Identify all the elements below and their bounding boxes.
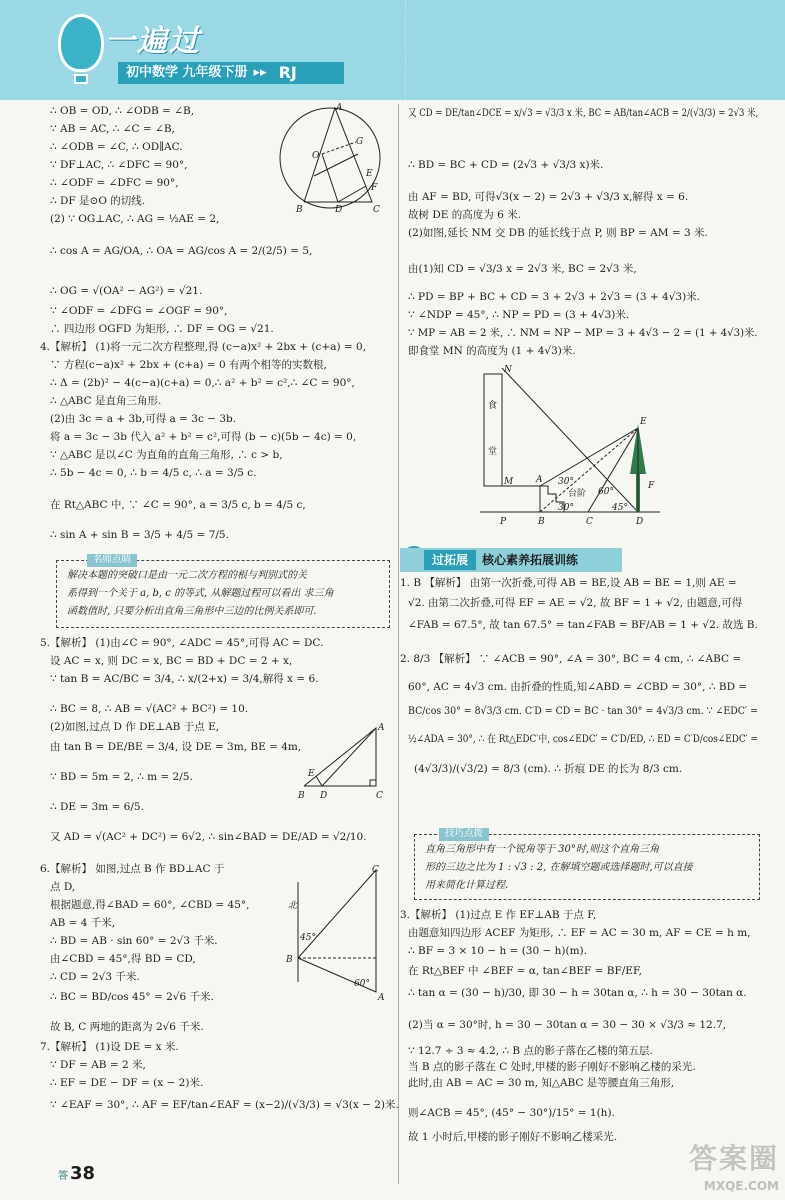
basket-icon — [74, 74, 88, 84]
fig-label: B — [296, 205, 303, 215]
solution-line: 4.【解析】 (1)将一元二次方程整理,得 (c−a)x² + 2bx + (c+a) = 0, — [40, 341, 367, 353]
solution-line: ∴ CD = 2√3 千米. — [50, 971, 140, 983]
solution-line: ∴ ∠ODF = ∠DFC = 90°, — [50, 177, 179, 189]
fig-label: 食 — [488, 401, 498, 411]
solution-line: BC/cos 30° = 8√3/3 cm. C′D = CD = BC · tan 30° = 4√3/3 cm. ∵ ∠EDC′ = — [408, 705, 758, 717]
solution-line: 又 CD = DE/tan∠DCE = x/√3 = √3/3 x 米, BC = AB/tan∠ACB = 2/(√3/3) = 2√3 米, — [408, 107, 759, 119]
solution-line: ∵ MP = AB = 2 米, ∴ NM = NP − MP = 3 + 4√3 − 2 = (1 + 4√3)米. — [408, 327, 758, 339]
fig-label: O — [312, 151, 320, 161]
watermark-title: 答案圈 — [688, 1142, 779, 1176]
fig-label: A — [336, 103, 343, 113]
fig-label: B — [286, 955, 293, 965]
solution-line: 此时,由 AB = AC = 30 m, 知△ABC 是等腰直角三角形, — [408, 1077, 675, 1089]
fig-label: E — [366, 169, 373, 179]
page-number-value: 38 — [70, 1163, 96, 1184]
solution-line: 6.【解析】 如图,过点 B 作 BD⊥AC 于 — [40, 863, 225, 875]
fig-label: M — [504, 477, 514, 487]
solution-line: 由题意知四边形 ACEF 为矩形, ∴ EF = AC = 30 m, AF = CE = h m, — [408, 927, 751, 939]
tip-line: 形的三边之比为 1 : √3 : 2, 在解填空题或选择题时,可以直接 — [425, 862, 693, 873]
solution-line: 5.【解析】 (1)由∠C = 90°, ∠ADC = 45°,可得 AC = DC. — [40, 637, 324, 649]
solution-line: √2. 由第二次折叠,可得 EF = AE = √2, 故 BF = 1 + √2, 由题意,可得 — [408, 597, 743, 609]
tip-line: 解决本题的突破口是由一元二次方程的根与判别式的关 — [67, 570, 307, 581]
solution-line: 根据题意,得∠BAD = 60°, ∠CBD = 45°, — [50, 899, 250, 911]
solution-line: ∴ BC = BD/cos 45° = 2√6 千米. — [50, 991, 214, 1003]
solution-line: 3.【解析】 (1)过点 E 作 EF⊥AB 于点 F, — [400, 909, 597, 921]
solution-line: ∴ cos A = AG/OA, ∴ OA = AG/cos A = 2/(2/5) = 5, — [50, 245, 313, 257]
page-number — [58, 1162, 95, 1186]
fig-label: F — [371, 183, 378, 193]
fig-label: 45° — [612, 503, 628, 513]
tip-box — [56, 554, 390, 628]
page-number-prefix: 答 — [58, 1171, 68, 1182]
tip-line: 系得到一个关于 a, b, c 的等式, 从解题过程可以看出 求三角 — [67, 588, 334, 599]
solution-line: ∵ AB = AC, ∴ ∠C = ∠B, — [50, 123, 175, 135]
solution-line: 60°, AC = 4√3 cm. 由折叠的性质,知∠ABD = ∠CBD = 30°, ∴ BD = — [408, 681, 748, 693]
solution-line: ∴ Δ = (2b)² − 4(c−a)(c+a) = 0,∴ a² + b² = c²,∴ ∠C = 90°, — [50, 377, 355, 389]
solution-line: (2)如图,过点 D 作 DE⊥AB 于点 E, — [50, 721, 220, 733]
fig-label: C — [373, 205, 380, 215]
brand-logo-text: 一遍过 — [105, 24, 201, 59]
solution-line: ∵ DF = AB = 2 米, — [50, 1059, 146, 1071]
fig-label: A — [378, 993, 385, 1003]
solution-line: 在 Rt△ABC 中, ∵ ∠C = 90°, a = 3/5 c, b = 4/5 c, — [50, 499, 306, 511]
fig-label: A — [536, 475, 543, 485]
fig-label: 60° — [354, 979, 370, 989]
solution-line: ∴ BD = BC + CD = (2√3 + √3/3 x)米. — [408, 159, 604, 171]
solution-line: 由∠CBD = 45°,得 BD = CD, — [50, 953, 196, 965]
book-subtitle: 初中数学 九年级下册 — [126, 65, 248, 81]
solution-line: ∴ ∠ODB = ∠C, ∴ OD∥AC. — [50, 141, 183, 153]
solution-line: ∴ BC = 8, ∴ AB = √(AC² + BC²) = 10. — [50, 703, 249, 715]
solution-line: ∴ 四边形 OGFD 为矩形, ∴ DF = OG = √21. — [50, 323, 274, 335]
solution-line: ∵ BD = 5m = 2, ∴ m = 2/5. — [50, 771, 193, 783]
solution-line: 将 a = 3c − 3b 代入 a² + b² = c²,可得 (b − c)(5b − 4c) = 0, — [50, 431, 357, 443]
solution-line: 由 AF = BD, 可得√3(x − 2) = 2√3 + √3/3 x,解得 x = 6. — [408, 191, 689, 203]
solution-line: ∴ sin A + sin B = 3/5 + 4/5 = 7/5. — [50, 529, 229, 541]
tip-tag: 技巧点拨 — [439, 828, 489, 841]
solution-line: ∴ DE = 3m = 6/5. — [50, 801, 144, 813]
solution-line: 故树 DE 的高度为 6 米. — [408, 209, 521, 221]
tip-line: 用来简化计算过程. — [425, 880, 509, 891]
fig-label: D — [320, 791, 328, 801]
fig-label: 30° — [558, 477, 574, 487]
section-banner — [400, 548, 622, 572]
solution-line: ∴ DF 是⊙O 的切线. — [50, 195, 146, 207]
fig-label: 堂 — [488, 447, 498, 457]
fig-label: D — [335, 205, 343, 215]
fig-label: 30° — [558, 503, 574, 513]
solution-line: (4√3/3)/(√3/2) = 8/3 (cm). ∴ 折痕 DE 的长为 8/3 cm. — [414, 763, 683, 775]
solution-line: ∴ 5b − 4c = 0, ∴ b = 4/5 c, ∴ a = 3/5 c. — [50, 467, 257, 479]
solution-line: AB = 4 千米, — [50, 917, 116, 929]
arrows-icon: ▸▸ — [253, 65, 267, 81]
balloon-icon — [58, 14, 104, 72]
solution-line: (2) ∵ OG⊥AC, ∴ AG = ½AE = 2, — [50, 213, 220, 225]
solution-line: ∠FAB = 67.5°, 故 tan 67.5° = tan∠FAB = BF/AB = 1 + √2. 故选 B. — [408, 619, 758, 631]
solution-line: ∵ DF⊥AC, ∴ ∠DFC = 90°, — [50, 159, 188, 171]
solution-line: (2)如图,延长 NM 交 DB 的延长线于点 P, 则 BP = AM = 3 米. — [408, 227, 708, 239]
fig-label: 北 — [288, 901, 298, 911]
fig-label: N — [504, 365, 512, 375]
fig-label: D — [636, 517, 644, 527]
solution-line: 2. 8/3 【解析】 ∵ ∠ACB = 90°, ∠A = 30°, BC = 4 cm, ∴ ∠ABC = — [400, 653, 742, 665]
solution-line: ∵ 12.7 ÷ 3 ≈ 4.2, ∴ B 点的影子落在乙楼的第五层. — [408, 1045, 653, 1057]
fig-label: E — [308, 769, 315, 779]
fig-label: B — [538, 517, 545, 527]
solution-line: 当 B 点的影子落在 C 处时,甲楼的影子刚好不影响乙楼的采光. — [408, 1061, 696, 1073]
solution-line: ½∠ADA = 30°, ∴ 在 Rt△EDC′中, cos∠EDC′ = C′D/ED, ∴ ED = C′D/cos∠EDC′ = — [408, 733, 758, 745]
tip-line: 直角三角形中有一个锐角等于 30°时,则这个直角三角 — [425, 844, 660, 855]
solution-line: 故 B, C 两地的距离为 2√6 千米. — [50, 1021, 204, 1033]
solution-line: ∴ OB = OD, ∴ ∠ODB = ∠B, — [50, 105, 195, 117]
solution-line: 即食堂 MN 的高度为 (1 + 4√3)米. — [408, 345, 576, 357]
section-title: 过拓展 — [424, 550, 476, 570]
solution-line: ∵ 方程(c−a)x² + 2bx + (c+a) = 0 有两个相等的实数根, — [50, 359, 327, 371]
solution-line: ∵ ∠EAF = 30°, ∴ AF = EF/tan∠EAF = (x−2)/(√3/3) = √3(x − 2)米. — [50, 1099, 399, 1111]
solution-line: ∴ OG = √(OA² − AG²) = √21. — [50, 285, 203, 297]
watermark — [689, 1140, 779, 1194]
tip-line: 函数值时, 只要分析出直角三角形中三边的比例关系即可. — [67, 606, 317, 617]
fig-label: F — [648, 481, 655, 491]
page-header — [0, 0, 785, 100]
fig-label: G — [356, 137, 364, 147]
triangle-figure-6 — [284, 862, 390, 1006]
solution-line: ∴ BD = AB · sin 60° = 2√3 千米. — [50, 935, 218, 947]
tip-tag: 名师点睛 — [87, 554, 137, 567]
solution-line: ∵ ∠NDP = 45°, ∴ NP = PD = (3 + 4√3)米. — [408, 309, 630, 321]
solution-line: 则∠ACB = 45°, (45° − 30°)/15° = 1(h). — [408, 1107, 615, 1119]
fig-label: C — [372, 865, 379, 875]
tip-box-2 — [414, 828, 760, 900]
fig-label: 60° — [598, 487, 614, 497]
solution-line: ∵ △ABC 是以∠C 为直角的直角三角形, ∴ c > b, — [50, 449, 283, 461]
solution-line: 由(1)知 CD = √3/3 x = 2√3 米, BC = 2√3 米, — [408, 263, 637, 275]
fig-label: C — [376, 791, 383, 801]
solution-line: ∴ △ABC 是直角三角形. — [50, 395, 162, 407]
fig-label: 45° — [300, 933, 316, 943]
edition-label: RJ — [278, 63, 297, 83]
book-subtitle-bar — [118, 62, 344, 84]
building-tree-figure — [478, 364, 664, 530]
fig-label: B — [298, 791, 305, 801]
fig-label: 台阶 — [568, 489, 587, 499]
header-pattern — [405, 0, 765, 100]
solution-line: 又 AD = √(AC² + DC²) = 6√2, ∴ sin∠BAD = DE/AD = √2/10. — [50, 831, 367, 843]
solution-line: 点 D, — [50, 881, 76, 893]
section-subtitle: 核心素养拓展训练 — [482, 552, 579, 567]
fig-label: A — [378, 723, 385, 733]
triangle-figure-5 — [296, 720, 390, 802]
solution-line: 故 1 小时后,甲楼的影子刚好不影响乙楼采光. — [408, 1131, 618, 1143]
solution-line: 7.【解析】 (1)设 DE = x 米. — [40, 1041, 179, 1053]
solution-line: 在 Rt△BEF 中 ∠BEF = α, tan∠BEF = BF/EF, — [408, 965, 642, 977]
circle-figure — [272, 102, 390, 218]
watermark-url: MXQE.COM — [703, 1178, 779, 1193]
solution-line: 设 AC = x, 则 DC = x, BC = BD + DC = 2 + x, — [50, 655, 293, 667]
fig-label: C — [586, 517, 593, 527]
fig-label: E — [640, 417, 647, 427]
solution-line: ∴ PD = BP + BC + CD = 3 + 2√3 + 2√3 = (3 + 4√3)米. — [408, 291, 701, 303]
solution-line: ∴ EF = DE − DF = (x − 2)米. — [50, 1077, 204, 1089]
solution-line: 由 tan B = DE/BE = 3/4, 设 DE = 3m, BE = 4m, — [50, 741, 302, 753]
solution-line: ∵ tan B = AC/BC = 3/4, ∴ x/(2+x) = 3/4,解得 x = 6. — [50, 673, 319, 685]
column-divider — [398, 104, 399, 1184]
solution-line: 1. B 【解析】 由第一次折叠,可得 AB = BE,设 AB = BE = 1,则 AE = — [400, 577, 737, 589]
solution-line: ∴ tan α = (30 − h)/30, 即 30 − h = 30tan α, ∴ h = 30 − 30tan α. — [408, 987, 747, 999]
solution-line: (2)当 α = 30°时, h = 30 − 30tan α = 30 − 30 × √3/3 ≈ 12.7, — [408, 1019, 727, 1031]
solution-line: ∵ ∠ODF = ∠DFG = ∠OGF = 90°, — [50, 305, 228, 317]
fig-label: P — [500, 517, 507, 527]
solution-line: (2)由 3c = a + 3b,可得 a = 3c − 3b. — [50, 413, 237, 425]
solution-line: ∴ BF = 3 × 10 − h = (30 − h)(m). — [408, 945, 587, 957]
